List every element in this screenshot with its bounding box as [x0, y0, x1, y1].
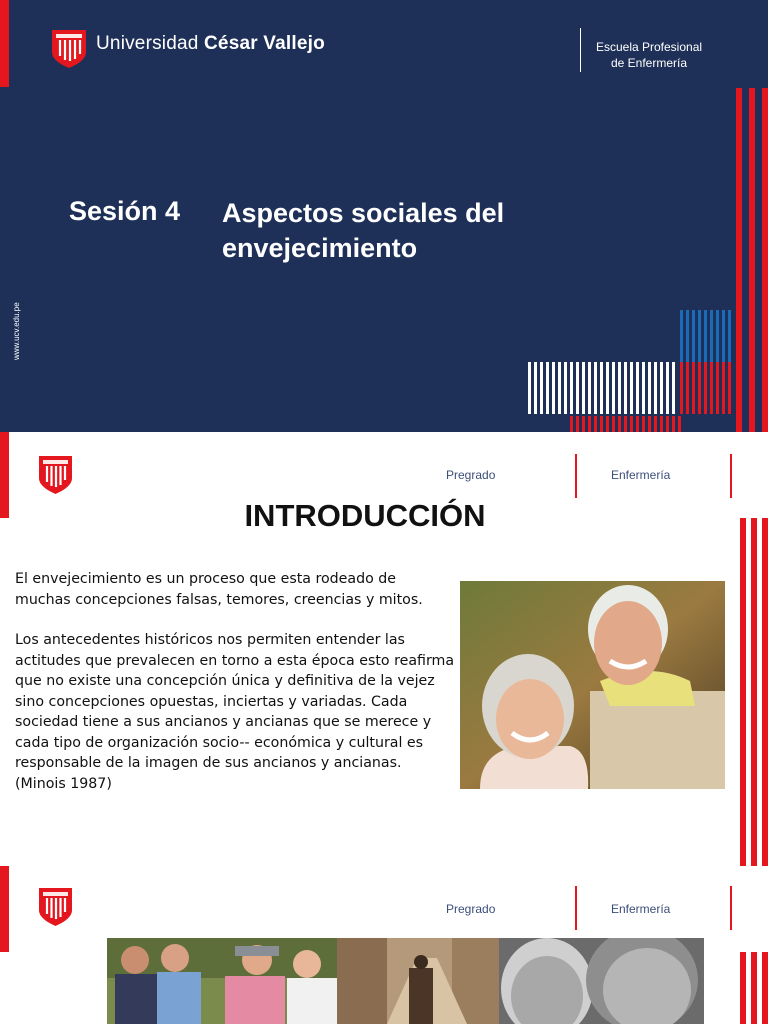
website-url: www.ucv.edu.pe [12, 302, 21, 360]
school-name: Escuela Profesional de Enfermería [595, 40, 703, 70]
red-accent-bar [0, 866, 9, 952]
intro-body-text [15, 569, 455, 814]
decorative-stripes [738, 518, 768, 866]
title-slide [0, 0, 768, 432]
elderly-couple-photo [460, 581, 725, 789]
header-divider [580, 28, 581, 72]
session-title: Aspectos sociales del envejecimiento [222, 198, 505, 263]
paragraph: Los antecedentes históricos nos permiten entender las actitudes que prevalecen en torno a esta época esto reafirma que no existe una concepción única y definitiva de la vejez sino concepciones opuestas, inciertas y variadas. Cada sociedad tiene a sus ancianos y ancianas que se merece y cada tipo de organización socio-- económica y cultural es responsable de la imagen de sus ancianos y ancianas. (Minois 1987) [15, 632, 455, 792]
paragraph: El envejecimiento es un proceso que esta rodeado de muchas concepciones falsas, temores, creencias y mitos. [15, 571, 423, 608]
decorative-stripes [738, 952, 768, 1024]
photo-slide [0, 866, 768, 1024]
section-heading: INTRODUCCIÓN [244, 498, 486, 533]
introduction-slide [0, 432, 768, 866]
session-number: Sesión 4 [69, 196, 181, 226]
header-divider [575, 886, 577, 930]
nav-link-enfermeria[interactable]: Enfermería [611, 468, 671, 482]
ucv-shield-logo [39, 888, 72, 926]
header-divider [575, 454, 577, 498]
ucv-shield-logo [39, 456, 72, 494]
university-name: Universidad César Vallejo [96, 33, 325, 54]
nav-link-pregrado[interactable]: Pregrado [446, 468, 496, 482]
ucv-shield-logo [52, 30, 86, 68]
elderly-people-collage [107, 938, 704, 1024]
header-divider [730, 886, 732, 930]
decorative-stripes [520, 80, 768, 432]
header-divider [730, 454, 732, 498]
nav-link-pregrado[interactable]: Pregrado [446, 902, 496, 916]
red-accent-bar [0, 0, 9, 87]
nav-link-enfermeria[interactable]: Enfermería [611, 902, 671, 916]
